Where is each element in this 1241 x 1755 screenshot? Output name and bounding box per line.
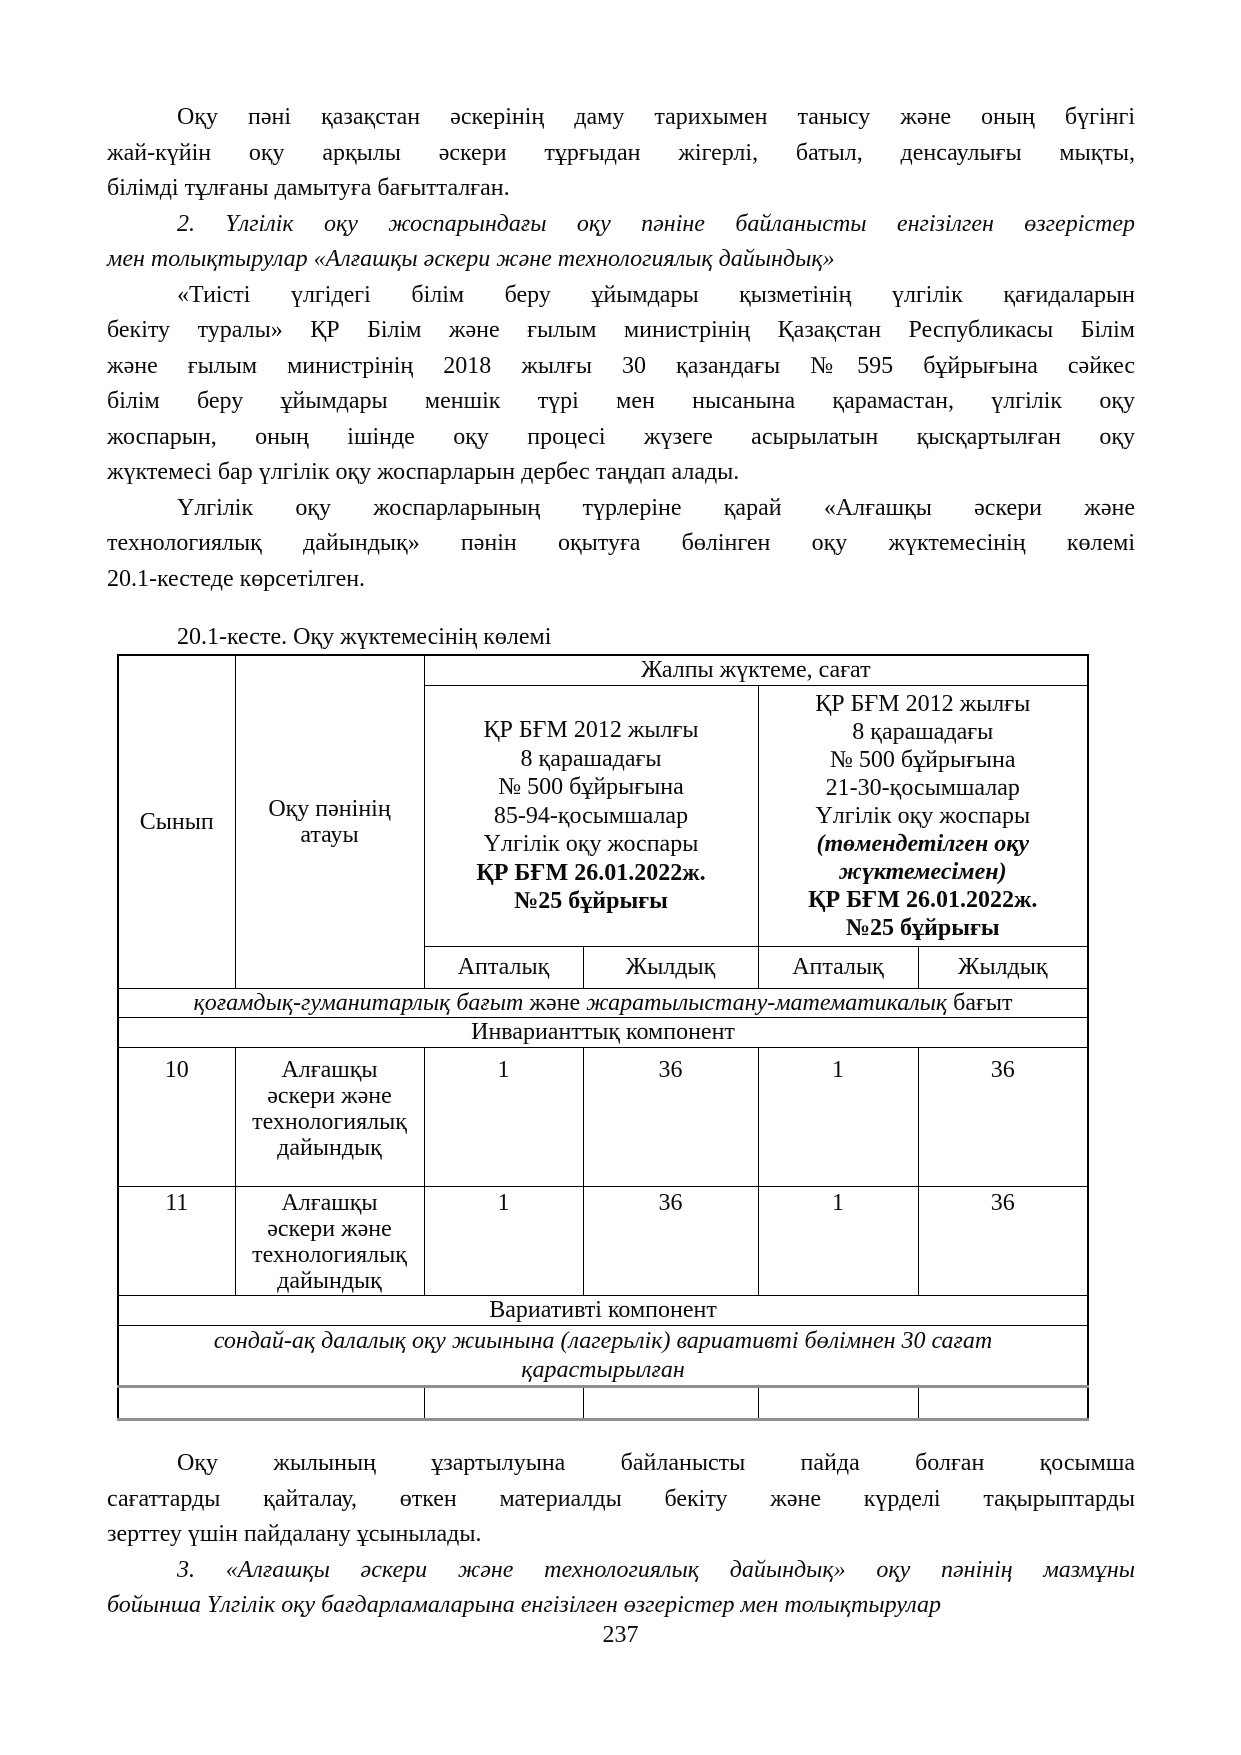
text-line: бойынша Үлгілік оқу бағдарламаларына енгізілген өзгерістер мен толықтырулар (107, 1592, 942, 1618)
page-number: 237 (602, 1622, 639, 1648)
text-line: сондай-ақ далалық оқу жиынына (лагерьлік) вариативті бөлімнен 30 сағат (213, 1327, 993, 1354)
text-line: технологиялық (252, 1109, 407, 1135)
text-line: Алғашқы (281, 1190, 378, 1216)
text-line: сағаттарды қайталау, өткен материалды бекіту және күрделі тақырыптарды (107, 1485, 1135, 1512)
text-line: № 500 бұйрығына (829, 747, 1016, 773)
text-line: №25 бұйрығы (514, 888, 668, 915)
variative-component-cell: Вариативті компонент (118, 1296, 1088, 1326)
text-line: дайындық (277, 1135, 382, 1161)
empty-row (118, 1387, 1088, 1420)
paragraph (107, 278, 1135, 491)
text-line: жай-күйін оқу арқылы әскери тұрғыдан жігерлі, батыл, денсаулығы мықты, (107, 139, 1135, 166)
text-line: Алғашқы (281, 1057, 378, 1083)
direction-cell (118, 989, 1088, 1018)
text-line: қарастырылған (521, 1356, 685, 1383)
text-line: мен толықтырулар «Алғашқы әскери және технологиялық дайындық» (107, 246, 835, 272)
subject-cell (235, 1048, 424, 1187)
yearly-hours-cell: 36 (583, 1048, 758, 1187)
yearly-header-cell: Жылдық (583, 947, 758, 989)
variative-note-cell (118, 1326, 1088, 1387)
text-segment: және (523, 990, 587, 1016)
text-segment: бағыт (947, 990, 1013, 1016)
text-line: Үлгілік оқу жоспары (815, 803, 1031, 829)
text-line: технологиялық дайындық» пәнін оқытуға бөлінген оқу жүктемесінің көлемі (107, 530, 1135, 556)
workload-table (117, 654, 1089, 1421)
plan-appendix-85-94-cell (424, 686, 758, 947)
empty-cell (583, 1387, 758, 1420)
subject-header-cell (235, 655, 424, 989)
paragraph (107, 100, 1135, 207)
text-line: әскери және (267, 1216, 392, 1242)
variative-component-row (118, 1296, 1088, 1326)
intro-text-block (107, 100, 1135, 597)
grade-cell: 11 (118, 1187, 235, 1296)
weekly-header-cell: Апталық (424, 947, 583, 989)
text-line: Оқу жылының ұзартылуына байланысты пайда болған қосымша (177, 1450, 1135, 1476)
table-header-row (118, 655, 1088, 686)
empty-cell (758, 1387, 918, 1420)
plan-appendix-21-30-cell (758, 686, 1088, 947)
table-row (118, 1187, 1088, 1296)
text-line: атауы (300, 822, 359, 848)
text-line: жүктемесімен) (838, 859, 1007, 885)
yearly-hours-cell: 36 (918, 1187, 1088, 1296)
paragraph (107, 1446, 1135, 1553)
text-line: (төмендетілген оқу (816, 831, 1030, 857)
text-line: Үлгілік оқу жоспары (483, 831, 699, 858)
text-line: бекіту туралы» ҚР Білім және ғылым министрінің Қазақстан Республикасы Білім (107, 317, 1135, 343)
table-row (118, 1048, 1088, 1187)
text-line: білім беру ұйымдары меншік түрі мен нысанына қарамастан, үлгілік оқу (107, 388, 1135, 414)
yearly-hours-cell: 36 (583, 1187, 758, 1296)
empty-cell (424, 1387, 583, 1420)
text-line: № 500 бұйрығына (498, 774, 684, 801)
text-line: Үлгілік оқу жоспарларының түрлеріне қарай «Алғашқы әскери және (177, 494, 1135, 521)
text-line: Оқу пәні қазақстан әскерінің даму тарихымен танысу және оның бүгінгі (177, 104, 1135, 130)
empty-cell (918, 1387, 1088, 1420)
paragraph (107, 1553, 1135, 1624)
text-line: дайындық (277, 1268, 382, 1294)
text-line: зерттеу үшін пайдалану ұсынылады. (107, 1521, 482, 1547)
weekly-hours-cell: 1 (758, 1187, 918, 1296)
text-line: әскери және (267, 1083, 392, 1109)
closing-text-block (107, 1446, 1135, 1624)
direction-row (118, 989, 1088, 1018)
text-line: жүктемесі бар үлгілік оқу жоспарларын дербес таңдап алады. (107, 459, 740, 485)
text-line: №25 бұйрығы (845, 915, 1000, 941)
grade-cell: 10 (118, 1048, 235, 1187)
paragraph (107, 491, 1135, 598)
text-line: жоспарын, оның ішінде оқу процесі жүзеге асырылатын қысқартылған оқу (107, 423, 1135, 450)
weekly-hours-cell: 1 (758, 1048, 918, 1187)
text-line: 20.1-кестеде көрсетілген. (107, 565, 366, 592)
invariant-component-row (118, 1018, 1088, 1048)
text-line: ҚР БҒМ 26.01.2022ж. (476, 859, 706, 886)
text-line: Оқу пәнінің (268, 796, 391, 822)
text-segment: жаратылыстану-математикалық (586, 990, 948, 1016)
paragraph (107, 207, 1135, 278)
text-line: технологиялық (252, 1242, 407, 1268)
table-caption: 20.1-кесте. Оқу жүктемесінің көлемі (177, 624, 552, 650)
text-line: 21-30-қосымшалар (825, 775, 1020, 801)
text-line: ҚР БҒМ 26.01.2022ж. (808, 887, 1038, 913)
empty-cell (118, 1387, 424, 1420)
subject-cell (235, 1187, 424, 1296)
text-line: ҚР БҒМ 2012 жылғы (483, 717, 699, 744)
grade-header-cell: Сынып (118, 655, 235, 989)
text-line: 3. «Алғашқы әскери және технологиялық дайындық» оқу пәнінің мазмұны (177, 1556, 1135, 1583)
yearly-hours-cell: 36 (918, 1048, 1088, 1187)
text-line: білімді тұлғаны дамытуға бағытталған. (107, 175, 510, 201)
text-line: 85-94-қосымшалар (493, 802, 689, 829)
text-line: 2. Үлгілік оқу жоспарындағы оқу пәніне байланысты енгізілген өзгерістер (177, 210, 1135, 237)
invariant-component-cell: Инварианттық компонент (118, 1018, 1088, 1048)
yearly-header-cell: Жылдық (918, 947, 1088, 989)
text-line: 8 қарашадағы (520, 745, 662, 772)
text-segment: қоғамдық-гуманитарлық бағыт (193, 990, 524, 1016)
variative-note-row (118, 1326, 1088, 1387)
text-line: ҚР БҒМ 2012 жылғы (815, 691, 1031, 717)
weekly-hours-cell: 1 (424, 1048, 583, 1187)
text-line: және ғылым министрінің 2018 жылғы 30 қазандағы №595 бұйрығына сәйкес (107, 352, 1135, 379)
weekly-hours-cell: 1 (424, 1187, 583, 1296)
weekly-header-cell: Апталық (758, 947, 918, 989)
text-line: 8 қарашадағы (852, 719, 994, 745)
total-load-header-cell: Жалпы жүктеме, сағат (424, 655, 1088, 686)
text-line: «Тиісті үлгідегі білім беру ұйымдары қызметінің үлгілік қағидаларын (177, 281, 1135, 308)
